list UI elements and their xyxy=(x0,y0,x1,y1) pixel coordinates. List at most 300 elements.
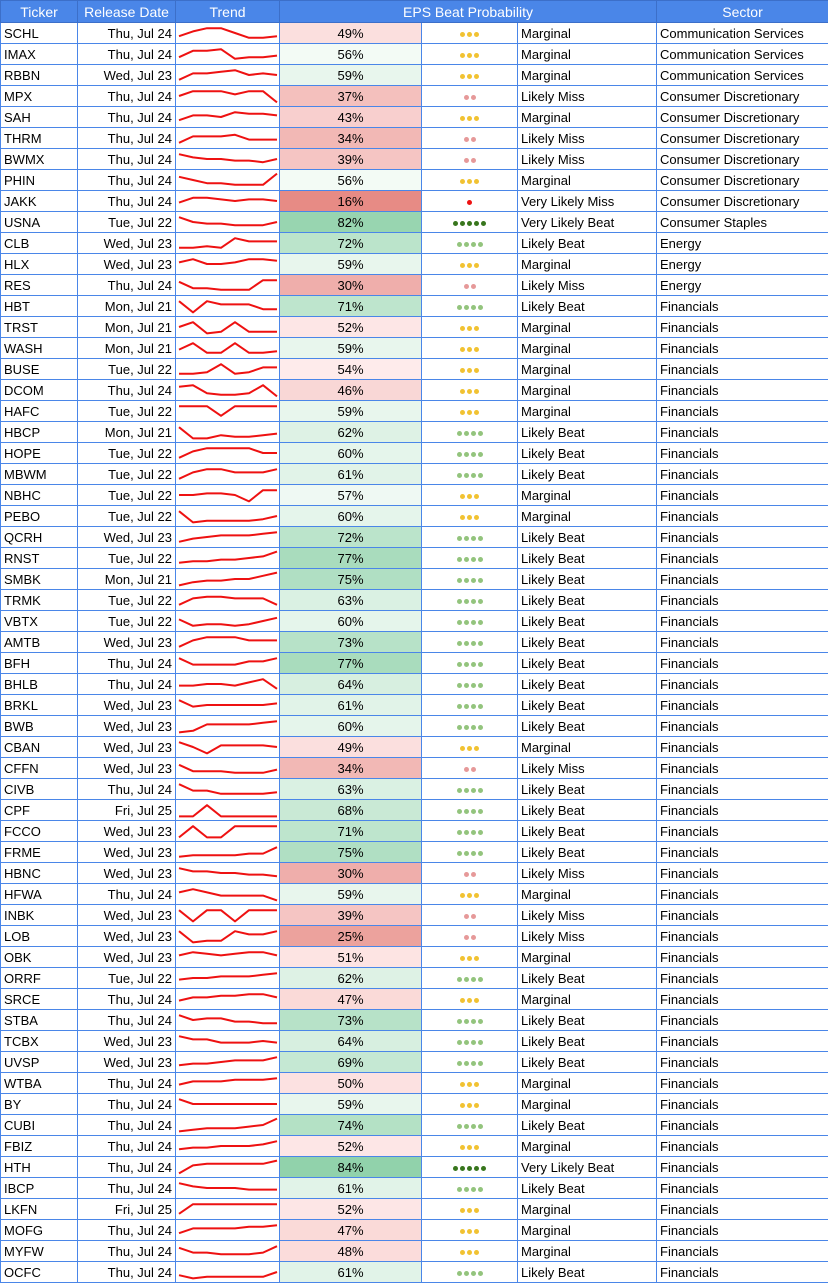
sector-cell: Financials xyxy=(657,674,828,695)
probability-cell: 16% xyxy=(280,191,422,212)
trend-sparkline xyxy=(176,296,280,316)
trend-sparkline xyxy=(176,1262,280,1282)
rating-dot-icon xyxy=(460,53,465,58)
table-row[interactable] xyxy=(1,884,828,905)
table-row[interactable] xyxy=(1,506,828,527)
probability-cell: 49% xyxy=(280,737,422,758)
sector-cell: Financials xyxy=(657,947,828,968)
trend-sparkline xyxy=(176,128,280,148)
header-ticker[interactable]: Ticker xyxy=(1,1,78,23)
table-row[interactable] xyxy=(1,233,828,254)
ticker-cell: HAFC xyxy=(1,401,78,422)
trend-cell xyxy=(176,905,280,926)
trend-cell xyxy=(176,1031,280,1052)
trend-cell xyxy=(176,548,280,569)
trend-cell xyxy=(176,86,280,107)
table-row[interactable] xyxy=(1,23,828,44)
probability-cell: 56% xyxy=(280,44,422,65)
release-date-cell: Thu, Jul 24 xyxy=(78,275,176,296)
table-row[interactable] xyxy=(1,359,828,380)
trend-cell xyxy=(176,716,280,737)
table-row[interactable] xyxy=(1,905,828,926)
release-date-cell: Mon, Jul 21 xyxy=(78,422,176,443)
rating-dot-icon xyxy=(460,956,465,961)
trend-cell xyxy=(176,821,280,842)
table-row[interactable] xyxy=(1,1115,828,1136)
rating-dot-icon xyxy=(474,389,479,394)
rating-dot-icon xyxy=(478,620,483,625)
rating-dot-icon xyxy=(471,1040,476,1045)
rating-dots-cell xyxy=(422,317,518,338)
rating-dot-icon xyxy=(460,326,465,331)
rating-dot-icon xyxy=(474,263,479,268)
rating-dot-icon xyxy=(471,704,476,709)
release-date-cell: Wed, Jul 23 xyxy=(78,1052,176,1073)
sector-cell: Financials xyxy=(657,443,828,464)
rating-dots-cell xyxy=(422,779,518,800)
rating-dot-icon xyxy=(474,410,479,415)
trend-line xyxy=(179,1015,277,1023)
ticker-cell: RBBN xyxy=(1,65,78,86)
sector-cell: Financials xyxy=(657,422,828,443)
sector-cell: Energy xyxy=(657,254,828,275)
rating-label-cell: Marginal xyxy=(518,485,657,506)
table-row[interactable] xyxy=(1,317,828,338)
table-row[interactable] xyxy=(1,65,828,86)
rating-dots-cell xyxy=(422,422,518,443)
table-row[interactable] xyxy=(1,1052,828,1073)
probability-cell: 77% xyxy=(280,653,422,674)
table-row[interactable] xyxy=(1,968,828,989)
release-date-cell: Thu, Jul 24 xyxy=(78,128,176,149)
trend-cell xyxy=(176,1178,280,1199)
trend-line xyxy=(179,573,277,586)
table-row[interactable] xyxy=(1,758,828,779)
table-row[interactable] xyxy=(1,44,828,65)
rating-dot-icon xyxy=(460,116,465,121)
trend-line xyxy=(179,868,277,876)
rating-dot-icon xyxy=(457,242,462,247)
trend-line xyxy=(179,1272,277,1278)
trend-cell xyxy=(176,989,280,1010)
trend-line xyxy=(179,1204,277,1214)
table-row[interactable] xyxy=(1,632,828,653)
ticker-cell: AMTB xyxy=(1,632,78,653)
rating-dot-icon xyxy=(457,809,462,814)
table-row[interactable] xyxy=(1,926,828,947)
header-trend[interactable]: Trend xyxy=(176,1,280,23)
rating-dots-cell xyxy=(422,149,518,170)
rating-dot-icon xyxy=(478,473,483,478)
rating-dot-icon xyxy=(464,977,469,982)
rating-dot-icon xyxy=(478,1271,483,1276)
rating-dot-icon xyxy=(471,662,476,667)
table-row[interactable] xyxy=(1,1199,828,1220)
rating-dot-icon xyxy=(464,851,469,856)
rating-dot-icon xyxy=(464,1019,469,1024)
table-row[interactable] xyxy=(1,464,828,485)
rating-dot-icon xyxy=(464,935,469,940)
ticker-cell: HOPE xyxy=(1,443,78,464)
ticker-cell: CBAN xyxy=(1,737,78,758)
rating-dot-icon xyxy=(471,767,476,772)
rating-dot-icon xyxy=(464,431,469,436)
trend-sparkline xyxy=(176,401,280,421)
release-date-cell: Thu, Jul 24 xyxy=(78,191,176,212)
table-row[interactable] xyxy=(1,821,828,842)
rating-label-cell: Likely Beat xyxy=(518,779,657,800)
table-row[interactable] xyxy=(1,86,828,107)
header-eps-beat-probability[interactable]: EPS Beat Probability xyxy=(280,1,657,23)
sector-cell: Financials xyxy=(657,800,828,821)
probability-cell: 57% xyxy=(280,485,422,506)
table-row[interactable] xyxy=(1,590,828,611)
table-row[interactable] xyxy=(1,296,828,317)
release-date-cell: Tue, Jul 22 xyxy=(78,968,176,989)
table-row[interactable] xyxy=(1,1241,828,1262)
rating-dot-icon xyxy=(478,830,483,835)
rating-dot-icon xyxy=(471,1187,476,1192)
trend-sparkline xyxy=(176,1094,280,1114)
rating-dot-icon xyxy=(474,53,479,58)
release-date-cell: Thu, Jul 24 xyxy=(78,1178,176,1199)
rating-dot-icon xyxy=(474,326,479,331)
table-row[interactable] xyxy=(1,1157,828,1178)
rating-label-cell: Likely Beat xyxy=(518,527,657,548)
probability-cell: 49% xyxy=(280,23,422,44)
rating-label-cell: Marginal xyxy=(518,359,657,380)
release-date-cell: Fri, Jul 25 xyxy=(78,1199,176,1220)
trend-sparkline xyxy=(176,212,280,232)
rating-dot-icon xyxy=(457,599,462,604)
rating-label-cell: Marginal xyxy=(518,884,657,905)
table-row[interactable] xyxy=(1,779,828,800)
rating-dot-icon xyxy=(464,683,469,688)
probability-cell: 63% xyxy=(280,590,422,611)
table-row[interactable] xyxy=(1,1094,828,1115)
table-row[interactable] xyxy=(1,107,828,128)
probability-cell: 34% xyxy=(280,758,422,779)
trend-line xyxy=(179,1161,277,1174)
rating-dot-icon xyxy=(464,473,469,478)
rating-dots-cell xyxy=(422,569,518,590)
rating-dot-icon xyxy=(457,1124,462,1129)
rating-dot-icon xyxy=(460,368,465,373)
trend-cell xyxy=(176,128,280,149)
rating-dots-cell xyxy=(422,1178,518,1199)
rating-label-cell: Marginal xyxy=(518,1220,657,1241)
trend-line xyxy=(179,154,277,162)
table-row[interactable] xyxy=(1,1262,828,1283)
trend-cell xyxy=(176,107,280,128)
rating-dots-cell xyxy=(422,380,518,401)
header-sector[interactable]: Sector xyxy=(657,1,828,23)
rating-dot-icon xyxy=(474,32,479,37)
rating-dot-icon xyxy=(467,410,472,415)
trend-cell xyxy=(176,254,280,275)
table-row[interactable] xyxy=(1,674,828,695)
table-row[interactable] xyxy=(1,569,828,590)
ticker-cell: CFFN xyxy=(1,758,78,779)
rating-dot-icon xyxy=(460,893,465,898)
trend-cell xyxy=(176,275,280,296)
table-row[interactable] xyxy=(1,611,828,632)
table-row[interactable] xyxy=(1,422,828,443)
trend-cell xyxy=(176,527,280,548)
rating-dot-icon xyxy=(467,494,472,499)
rating-dots-cell xyxy=(422,1157,518,1178)
ticker-cell: SRCE xyxy=(1,989,78,1010)
trend-line xyxy=(179,931,277,942)
sector-cell: Financials xyxy=(657,884,828,905)
trend-sparkline xyxy=(176,422,280,442)
trend-sparkline xyxy=(176,1115,280,1135)
rating-dot-icon xyxy=(471,557,476,562)
rating-dot-icon xyxy=(474,1250,479,1255)
rating-dot-icon xyxy=(478,557,483,562)
rating-dots-cell xyxy=(422,842,518,863)
rating-dot-icon xyxy=(474,1082,479,1087)
sector-cell: Financials xyxy=(657,968,828,989)
table-row[interactable] xyxy=(1,716,828,737)
release-date-cell: Thu, Jul 24 xyxy=(78,86,176,107)
table-row[interactable] xyxy=(1,527,828,548)
trend-cell xyxy=(176,485,280,506)
table-row[interactable] xyxy=(1,548,828,569)
ticker-cell: MBWM xyxy=(1,464,78,485)
sector-cell: Financials xyxy=(657,464,828,485)
rating-dot-icon xyxy=(467,389,472,394)
sector-cell: Financials xyxy=(657,758,828,779)
trend-cell xyxy=(176,401,280,422)
table-row[interactable] xyxy=(1,191,828,212)
table-row[interactable] xyxy=(1,947,828,968)
trend-line xyxy=(179,364,277,374)
rating-dots-cell xyxy=(422,737,518,758)
rating-label-cell: Likely Miss xyxy=(518,275,657,296)
rating-dot-icon xyxy=(464,1061,469,1066)
rating-label-cell: Marginal xyxy=(518,170,657,191)
sector-cell: Consumer Discretionary xyxy=(657,86,828,107)
rating-label-cell: Likely Beat xyxy=(518,422,657,443)
ticker-cell: BRKL xyxy=(1,695,78,716)
ticker-cell: USNA xyxy=(1,212,78,233)
trend-line xyxy=(179,1119,277,1132)
table-row[interactable] xyxy=(1,443,828,464)
table-row[interactable] xyxy=(1,989,828,1010)
table-row[interactable] xyxy=(1,275,828,296)
probability-cell: 52% xyxy=(280,1136,422,1157)
rating-dot-icon xyxy=(478,452,483,457)
trend-cell xyxy=(176,359,280,380)
trend-line xyxy=(179,532,277,542)
rating-dot-icon xyxy=(457,431,462,436)
trend-cell xyxy=(176,926,280,947)
table-row[interactable] xyxy=(1,1010,828,1031)
table-row[interactable] xyxy=(1,863,828,884)
table-row[interactable] xyxy=(1,842,828,863)
rating-dots-cell xyxy=(422,527,518,548)
probability-cell: 59% xyxy=(280,254,422,275)
table-row[interactable] xyxy=(1,485,828,506)
rating-dot-icon xyxy=(464,704,469,709)
trend-sparkline xyxy=(176,800,280,820)
rating-dot-icon xyxy=(467,326,472,331)
rating-dot-icon xyxy=(457,452,462,457)
rating-label-cell: Marginal xyxy=(518,737,657,758)
rating-dots-cell xyxy=(422,1136,518,1157)
rating-dot-icon xyxy=(464,830,469,835)
table-row[interactable] xyxy=(1,1073,828,1094)
rating-label-cell: Marginal xyxy=(518,44,657,65)
table-row[interactable] xyxy=(1,1178,828,1199)
probability-cell: 62% xyxy=(280,422,422,443)
table-row[interactable] xyxy=(1,800,828,821)
trend-sparkline xyxy=(176,527,280,547)
rating-dot-icon xyxy=(460,1103,465,1108)
header-release-date[interactable]: Release Date xyxy=(78,1,176,23)
table-row[interactable] xyxy=(1,695,828,716)
rating-dots-cell xyxy=(422,296,518,317)
trend-line xyxy=(179,385,277,396)
rating-label-cell: Marginal xyxy=(518,1073,657,1094)
table-row[interactable] xyxy=(1,254,828,275)
trend-cell xyxy=(176,611,280,632)
table-row[interactable] xyxy=(1,1031,828,1052)
rating-dot-icon xyxy=(464,599,469,604)
trend-cell xyxy=(176,968,280,989)
ticker-cell: MOFG xyxy=(1,1220,78,1241)
table-row[interactable] xyxy=(1,212,828,233)
table-row[interactable] xyxy=(1,1220,828,1241)
probability-cell: 56% xyxy=(280,170,422,191)
trend-line xyxy=(179,511,277,522)
rating-dot-icon xyxy=(464,578,469,583)
probability-cell: 64% xyxy=(280,1031,422,1052)
trend-line xyxy=(179,826,277,837)
rating-dot-icon xyxy=(457,557,462,562)
rating-dot-icon xyxy=(453,1166,458,1171)
rating-dot-icon xyxy=(478,662,483,667)
rating-dot-icon xyxy=(464,788,469,793)
table-row[interactable] xyxy=(1,128,828,149)
trend-cell xyxy=(176,1241,280,1262)
table-row[interactable] xyxy=(1,1136,828,1157)
release-date-cell: Mon, Jul 21 xyxy=(78,296,176,317)
rating-dot-icon xyxy=(474,368,479,373)
ticker-cell: HTH xyxy=(1,1157,78,1178)
trend-line xyxy=(179,1036,277,1042)
ticker-cell: HBT xyxy=(1,296,78,317)
trend-cell xyxy=(176,779,280,800)
table-row[interactable] xyxy=(1,737,828,758)
rating-dot-icon xyxy=(478,704,483,709)
rating-dots-cell xyxy=(422,233,518,254)
rating-dot-icon xyxy=(460,263,465,268)
rating-dot-icon xyxy=(478,305,483,310)
trend-sparkline xyxy=(176,674,280,694)
trend-line xyxy=(179,765,277,773)
table-row[interactable] xyxy=(1,338,828,359)
release-date-cell: Wed, Jul 23 xyxy=(78,632,176,653)
table-row[interactable] xyxy=(1,380,828,401)
rating-dot-icon xyxy=(474,494,479,499)
rating-dot-icon xyxy=(467,515,472,520)
rating-dot-icon xyxy=(474,1229,479,1234)
trend-cell xyxy=(176,170,280,191)
rating-dots-cell xyxy=(422,1010,518,1031)
trend-line xyxy=(179,679,277,689)
trend-sparkline xyxy=(176,485,280,505)
rating-dot-icon xyxy=(471,284,476,289)
trend-cell xyxy=(176,1115,280,1136)
rating-dots-cell xyxy=(422,506,518,527)
sector-cell: Consumer Discretionary xyxy=(657,128,828,149)
ticker-cell: BHLB xyxy=(1,674,78,695)
release-date-cell: Fri, Jul 25 xyxy=(78,800,176,821)
rating-dot-icon xyxy=(471,536,476,541)
rating-label-cell: Likely Beat xyxy=(518,1178,657,1199)
trend-line xyxy=(179,469,277,479)
ticker-cell: VBTX xyxy=(1,611,78,632)
table-body xyxy=(1,23,828,1283)
table-row[interactable] xyxy=(1,653,828,674)
trend-line xyxy=(179,973,277,979)
trend-line xyxy=(179,112,277,120)
release-date-cell: Wed, Jul 23 xyxy=(78,695,176,716)
ticker-cell: TRST xyxy=(1,317,78,338)
trend-line xyxy=(179,1225,277,1233)
rating-label-cell: Marginal xyxy=(518,23,657,44)
rating-label-cell: Marginal xyxy=(518,107,657,128)
table-row[interactable] xyxy=(1,149,828,170)
trend-sparkline xyxy=(176,758,280,778)
rating-dot-icon xyxy=(474,956,479,961)
sector-cell: Financials xyxy=(657,1031,828,1052)
rating-label-cell: Likely Miss xyxy=(518,926,657,947)
rating-dots-cell xyxy=(422,1031,518,1052)
trend-cell xyxy=(176,842,280,863)
trend-line xyxy=(179,427,277,438)
sector-cell: Financials xyxy=(657,338,828,359)
rating-dot-icon xyxy=(457,1061,462,1066)
sector-cell: Financials xyxy=(657,380,828,401)
trend-cell xyxy=(176,65,280,86)
trend-line xyxy=(179,700,277,706)
rating-dot-icon xyxy=(460,1250,465,1255)
trend-cell xyxy=(176,1262,280,1283)
release-date-cell: Mon, Jul 21 xyxy=(78,317,176,338)
table-row[interactable] xyxy=(1,401,828,422)
rating-dot-icon xyxy=(474,998,479,1003)
rating-dots-cell xyxy=(422,1220,518,1241)
rating-dots-cell xyxy=(422,590,518,611)
probability-cell: 59% xyxy=(280,884,422,905)
rating-dot-icon xyxy=(471,935,476,940)
rating-dots-cell xyxy=(422,359,518,380)
ticker-cell: SCHL xyxy=(1,23,78,44)
trend-line xyxy=(179,406,277,416)
rating-dots-cell xyxy=(422,1115,518,1136)
table-row[interactable] xyxy=(1,170,828,191)
rating-dot-icon xyxy=(471,830,476,835)
trend-cell xyxy=(176,1220,280,1241)
trend-sparkline xyxy=(176,254,280,274)
probability-cell: 60% xyxy=(280,443,422,464)
probability-cell: 60% xyxy=(280,506,422,527)
trend-line xyxy=(179,847,277,857)
release-date-cell: Tue, Jul 22 xyxy=(78,485,176,506)
